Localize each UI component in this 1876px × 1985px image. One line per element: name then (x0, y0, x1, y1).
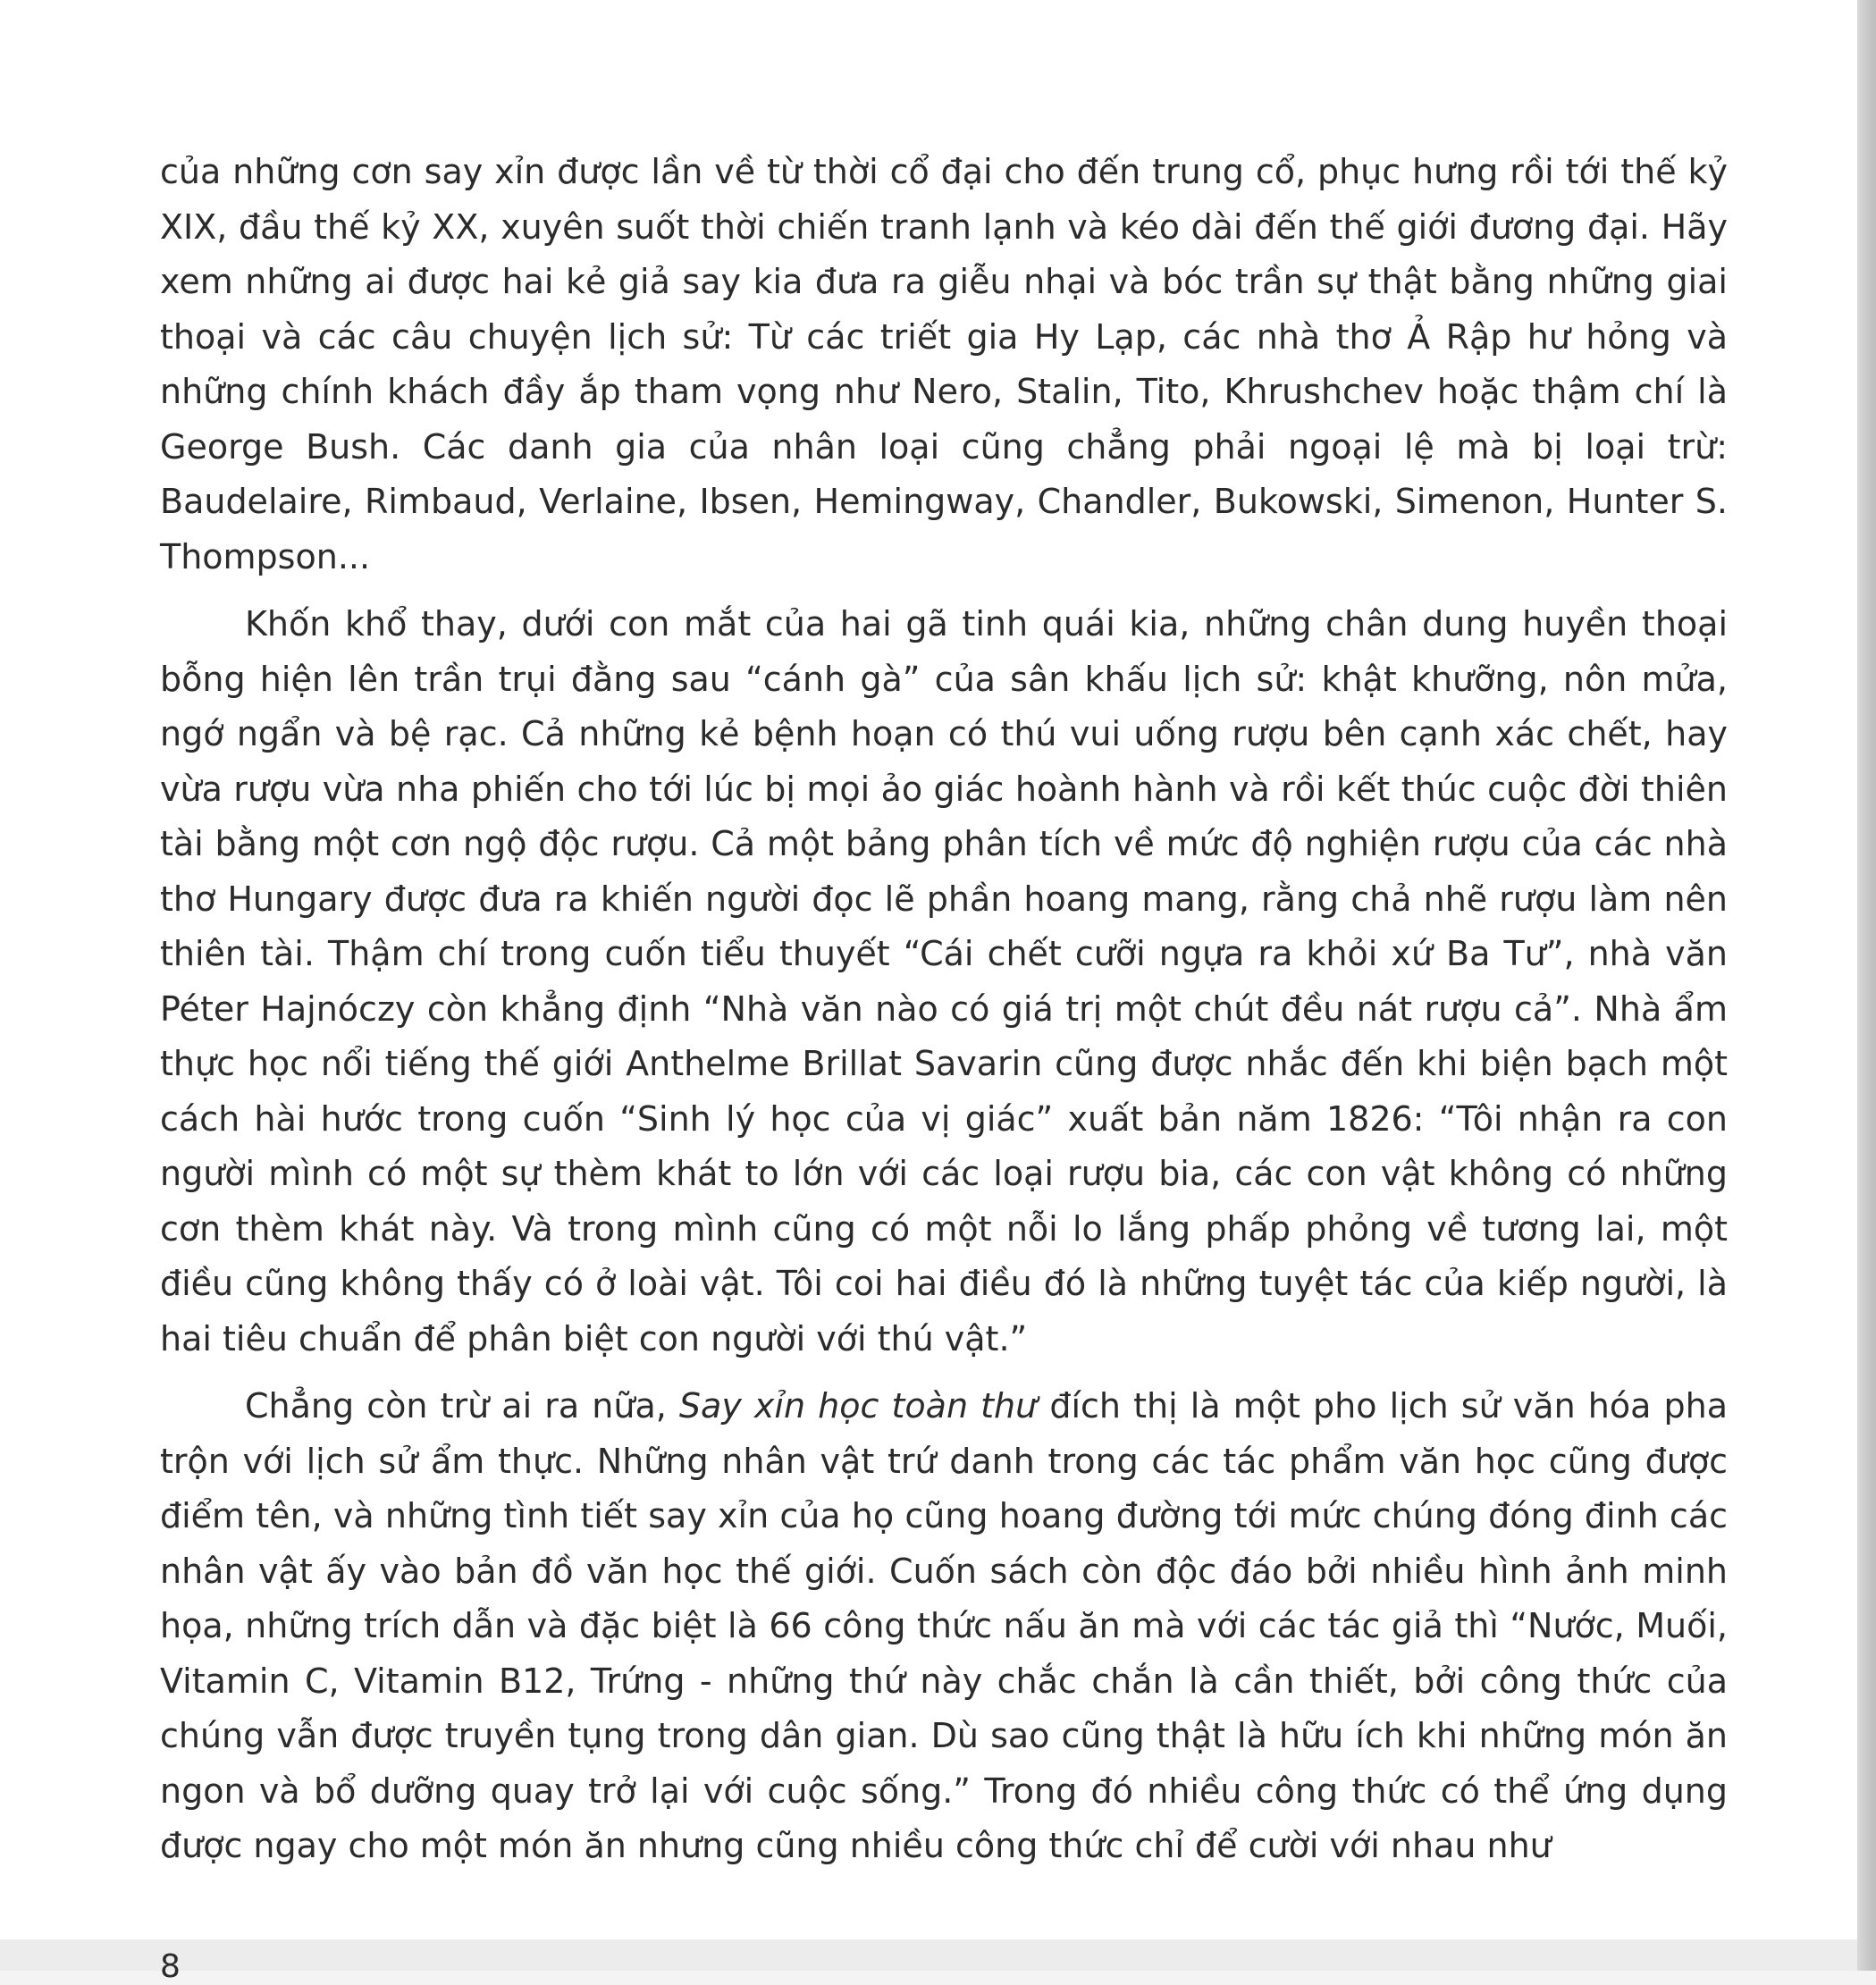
scan-bottom-strip (0, 1939, 1857, 1971)
page-number: 8 (160, 1948, 181, 1985)
paragraph-3-lead: Chẳng còn trừ ai ra nữa, (245, 1386, 679, 1426)
body-text (160, 145, 1728, 1874)
paragraph-3 (160, 1379, 1728, 1874)
paragraph-3-text: đích thị là một pho lịch sử văn hóa pha trộn với lịch sử ẩm thực. Những nhân vật trứ danh trong các tác phẩm văn học cũng được điểm tên, và những tình tiết say xỉn của họ cũng hoang đường tới mức chúng đóng đinh các nhân vật ấy vào bản đồ văn học thế giới. Cuốn sách còn độc đáo bởi nhiều hình ảnh minh họa, những trích dẫn và đặc biệt là 66 công thức nấu ăn mà với các tác giả thì “Nước, Muối, Vitamin C, Vitamin B12, Trứng - những thứ này chắc chắn là cần thiết, bởi công thức của chúng vẫn được truyền tụng trong dân gian. Dù sao cũng thật là hữu ích khi những món ăn ngon và bổ dưỡng quay trở lại với cuộc sống.” Trong đó nhiều công thức có thể ứng dụng được ngay cho một món ăn nhưng cũng nhiều công thức chỉ để cười với nhau như (160, 1386, 1728, 1865)
paragraph-1: của những cơn say xỉn được lần về từ thời cổ đại cho đến trung cổ, phục hưng rồi tới thế kỷ XIX, đầu thế kỷ XX, xuyên suốt thời chiến tranh lạnh và kéo dài đến thế giới đương đại. Hãy xem những ai được hai kẻ giả say kia đưa ra giễu nhại và bóc trần sự thật bằng những giai thoại và các câu chuyện lịch sử: Từ các triết gia Hy Lạp, các nhà thơ Ả Rập hư hỏng và những chính khách đầy ắp tham vọng như Nero, Stalin, Tito, Khrushchev hoặc thậm chí là George Bush. Các danh gia của nhân loại cũng chẳng phải ngoại lệ mà bị loại trừ: Baudelaire, Rimbaud, Verlaine, Ibsen, Hemingway, Chandler, Bukowski, Simenon, Hunter S. Thompson... (160, 152, 1728, 576)
paragraph-2: Khốn khổ thay, dưới con mắt của hai gã tinh quái kia, những chân dung huyền thoại bỗng hiện lên trần trụi đằng sau “cánh gà” của sân khấu lịch sử: khật khưỡng, nôn mửa, ngớ ngẩn và bệ rạc. Cả những kẻ bệnh hoạn có thú vui uống rượu bên cạnh xác chết, hay vừa rượu vừa nha phiến cho tới lúc bị mọi ảo giác hoành hành và rồi kết thúc cuộc đời thiên tài bằng một cơn ngộ độc rượu. Cả một bảng phân tích về mức độ nghiện rượu của các nhà thơ Hungary được đưa ra khiến người đọc lẽ phần hoang mang, rằng chả nhẽ rượu làm nên thiên tài. Thậm chí trong cuốn tiểu thuyết “Cái chết cưỡi ngựa ra khỏi xứ Ba Tư”, nhà văn Péter Hajnóczy còn khẳng định “Nhà văn nào có giá trị một chút đều nát rượu cả”. Nhà ẩm thực học nổi tiếng thế giới Anthelme Brillat Savarin cũng được nhắc đến khi biện bạch một cách hài hước trong cuốn “Sinh lý học của vị giác” xuất bản năm 1826: “Tôi nhận ra con người mình có một sự thèm khát to lớn với các loại rượu bia, các con vật không có những cơn thèm khát này. Và trong mình cũng có một nỗi lo lắng phấp phỏng về tương lai, một điều cũng không thấy có ở loài vật. Tôi coi hai điều đó là những tuyệt tác của kiếp người, là hai tiêu chuẩn để phân biệt con người với thú vật.” (160, 604, 1728, 1358)
book-title-italic: Say xỉn học toàn thư (678, 1386, 1038, 1426)
page-edge-shadow (1857, 0, 1876, 1971)
